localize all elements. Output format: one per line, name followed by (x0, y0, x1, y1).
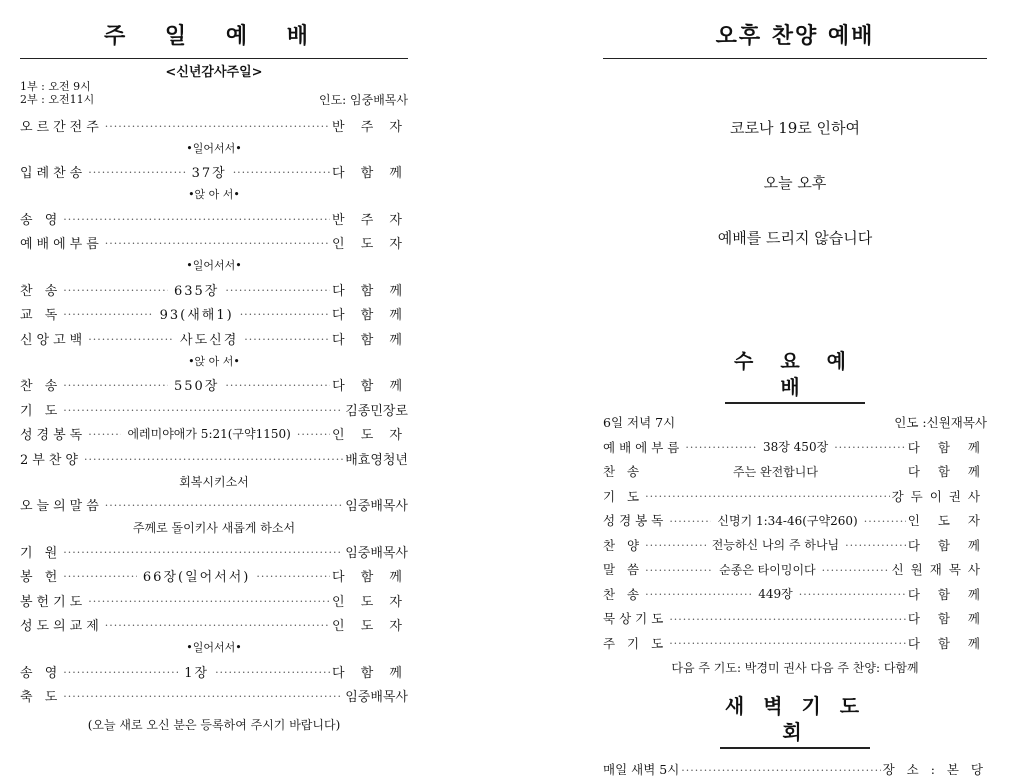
order-label: 오늘의말씀 (20, 499, 103, 515)
order-person: 신원재목사 (891, 562, 987, 578)
order-row (603, 557, 987, 582)
dot-leader (645, 586, 752, 601)
posture-note: •앉 아 서• (188, 188, 240, 201)
order-person: 다 함 께 (332, 379, 409, 395)
sunday-service-column (20, 0, 408, 733)
order-person: 다 함 께 (907, 439, 987, 455)
wednesday-service-title: 수 요 예 배 (725, 348, 865, 404)
sunday-subtitle: <신년감사주일> (165, 65, 263, 80)
dot-leader (669, 635, 906, 650)
dot-leader (864, 513, 906, 528)
order-detail: 37장 (191, 166, 227, 182)
wednesday-time-row (603, 410, 987, 435)
dot-leader (225, 377, 330, 392)
order-label: 신앙고백 (20, 332, 87, 348)
dot-leader (105, 118, 330, 133)
order-row (20, 326, 408, 351)
order-person: 다 함 께 (907, 611, 987, 627)
order-detail: 66장(일어서서) (142, 570, 251, 586)
afternoon-notice-line-3: 예배를 드리지 않습니다 (717, 229, 873, 247)
dot-leader (84, 451, 343, 466)
order-row (603, 606, 987, 631)
dot-leader (63, 306, 153, 321)
sunday-leader: 인도: 임중배목사 (318, 93, 408, 107)
order-row (20, 493, 408, 518)
order-label: 말 씀 (603, 562, 644, 578)
order-row (603, 508, 987, 533)
sunday-order-list (20, 113, 408, 708)
order-detail: 93(새해1) (159, 308, 234, 324)
order-person: 인 도 자 (332, 619, 408, 635)
title-rule (20, 58, 408, 59)
service-time-1: 1부 : 오전 9시 (20, 80, 91, 93)
order-label: 기 원 (20, 545, 62, 561)
order-person: 반 주 자 (332, 119, 408, 135)
order-person: 다 함 께 (332, 332, 408, 348)
order-label: 찬 송 (20, 283, 62, 299)
dawn-prayer-title: 새 벽 기 도 회 (720, 693, 870, 749)
dot-leader (256, 568, 330, 583)
dot-leader (834, 439, 906, 454)
order-label: 예배에부름 (603, 439, 684, 455)
dot-leader (88, 331, 174, 346)
order-person: 배효영청년 (345, 452, 408, 468)
order-label: 성경봉독 (20, 428, 87, 444)
order-label: 찬 송 (603, 464, 644, 480)
order-row (603, 533, 987, 558)
order-label: 찬 송 (603, 586, 644, 602)
order-person: 인 도 자 (332, 237, 408, 253)
order-label: 오르간전주 (20, 119, 103, 135)
order-person: 다 함 께 (907, 586, 987, 602)
order-label: 묵상기도 (603, 611, 668, 627)
order-row (20, 659, 408, 684)
order-person: 강두이권사 (891, 488, 987, 504)
dot-leader (822, 562, 890, 577)
posture-note: •일어서서• (186, 259, 242, 272)
dot-leader (63, 211, 330, 226)
order-label: 축 도 (20, 690, 62, 706)
order-row (603, 631, 987, 656)
dot-leader (685, 439, 757, 454)
order-detail: 1장 (184, 665, 210, 681)
order-person: 임중배목사 (345, 499, 408, 515)
dawn-place: 장 소 : 본 당 (882, 762, 987, 778)
order-row (603, 484, 987, 509)
dot-leader (233, 164, 330, 179)
order-person: 다 함 께 (332, 283, 409, 299)
right-column (603, 0, 987, 782)
order-row (603, 459, 987, 484)
wednesday-section (603, 348, 987, 679)
order-detail: 635장 (173, 283, 220, 299)
order-label: 입례찬송 (20, 166, 87, 182)
order-person: 다 함 께 (332, 570, 408, 586)
order-detail: 에레미야애가 5:21(구약1150) (127, 427, 291, 442)
order-row (20, 302, 408, 327)
order-row (20, 422, 408, 447)
dawn-time: 매일 새벽 5시 (603, 762, 680, 778)
order-label: 찬 송 (20, 379, 62, 395)
order-detail: 신명기 1:34-46(구약260) (717, 513, 858, 528)
order-person: 인 도 자 (907, 513, 987, 529)
title-rule (603, 58, 987, 59)
order-row (20, 277, 408, 302)
order-row (20, 160, 408, 185)
order-detail: 주는 완전합니다 (732, 464, 818, 479)
dot-leader (645, 562, 713, 577)
posture-note: •일어서서• (186, 641, 242, 654)
order-row (20, 539, 408, 564)
dot-leader (845, 537, 906, 552)
order-person: 다 함 께 (332, 665, 408, 681)
dot-leader (681, 762, 880, 777)
order-label: 봉헌기도 (20, 594, 87, 610)
order-label: 찬 양 (603, 537, 644, 553)
dot-leader (105, 497, 343, 512)
order-label: 송 영 (20, 212, 62, 228)
dawn-row (603, 757, 987, 782)
posture-note: •앉 아 서• (188, 354, 240, 368)
order-row (20, 684, 408, 709)
order-detail: 550장 (173, 379, 220, 395)
dot-leader (105, 235, 330, 250)
order-person: 인 도 자 (332, 428, 408, 444)
dot-leader (105, 617, 330, 632)
order-person: 임중배목사 (345, 690, 408, 706)
dot-leader (225, 282, 330, 297)
dot-leader (63, 402, 343, 417)
order-label: 예배에부름 (20, 237, 103, 253)
dawn-section (603, 693, 987, 782)
order-label: 주 기 도 (603, 635, 668, 651)
order-person: 다 함 께 (332, 166, 408, 182)
order-person: 다 함 께 (907, 464, 987, 480)
order-row (20, 397, 408, 422)
dot-leader (63, 664, 178, 679)
dot-leader (63, 688, 343, 703)
order-row (603, 435, 987, 460)
order-label: 교 독 (20, 308, 62, 324)
order-label: 성도의교제 (20, 619, 103, 635)
dot-leader (88, 164, 185, 179)
wednesday-time: 6일 저녁 7시 (603, 415, 676, 431)
service-time-row (20, 93, 408, 107)
afternoon-service-title: 오후 찬양 예배 (715, 23, 875, 49)
order-row (20, 206, 408, 231)
order-label: 성경봉독 (603, 513, 668, 529)
afternoon-notice-line-1: 코로나 19로 인하여 (729, 119, 861, 137)
order-person: 반 주 자 (332, 212, 408, 228)
sunday-footer-note: (오늘 새로 오신 분은 등록하여 주시기 바랍니다) (87, 718, 341, 732)
wednesday-leader: 인도 :신원재목사 (894, 415, 987, 431)
order-row (603, 582, 987, 607)
dot-leader (645, 537, 706, 552)
order-row (20, 373, 408, 398)
dot-leader (669, 513, 711, 528)
order-person: 김종민장로 (345, 403, 408, 419)
dot-leader (645, 488, 889, 503)
dot-leader (215, 664, 330, 679)
order-label: 봉 헌 (20, 570, 62, 586)
order-row (20, 613, 408, 638)
order-person: 다 함 께 (332, 308, 408, 324)
dot-leader (240, 306, 330, 321)
order-detail: 사도신경 (180, 332, 239, 348)
dot-leader (669, 611, 906, 626)
dot-leader (88, 593, 330, 608)
order-row (20, 231, 408, 256)
order-row (20, 588, 408, 613)
sermon-title: 주께로 돌이키사 새롭게 하소서 (132, 521, 296, 535)
dot-leader (799, 586, 906, 601)
order-person: 임중배목사 (345, 545, 408, 561)
order-label: 송 영 (20, 665, 62, 681)
dot-leader (297, 426, 330, 441)
order-label: 기 도 (20, 403, 62, 419)
afternoon-notice-line-2: 오늘 오후 (763, 174, 827, 192)
dot-leader (63, 544, 343, 559)
next-week-note: 다음 주 기도: 박경미 권사 다음 주 찬양: 다함께 (671, 661, 919, 675)
dot-leader (244, 331, 330, 346)
order-detail: 순종은 타이밍이다 (719, 562, 816, 577)
order-label: 기 도 (603, 488, 644, 504)
order-detail: 449장 (758, 587, 793, 602)
order-detail: 38장 450장 (763, 440, 829, 455)
order-row (20, 446, 408, 471)
order-person: 다 함 께 (907, 635, 987, 651)
order-person: 인 도 자 (332, 594, 408, 610)
order-row (20, 113, 408, 138)
order-person: 다 함 께 (907, 537, 987, 553)
wednesday-order-list (603, 435, 987, 656)
order-label: 2부찬양 (20, 452, 82, 468)
posture-note: •일어서서• (186, 141, 242, 155)
dot-leader (88, 426, 121, 441)
dot-leader (63, 282, 168, 297)
sunday-service-title: 주 일 예 배 (104, 23, 324, 49)
service-time-2: 2부 : 오전11시 (20, 93, 95, 106)
dot-leader (63, 568, 137, 583)
sermon-title: 회복시키소서 (179, 474, 249, 489)
dot-leader (63, 377, 168, 392)
order-row (20, 564, 408, 589)
order-detail: 전능하신 나의 주 하나님 (711, 538, 840, 553)
